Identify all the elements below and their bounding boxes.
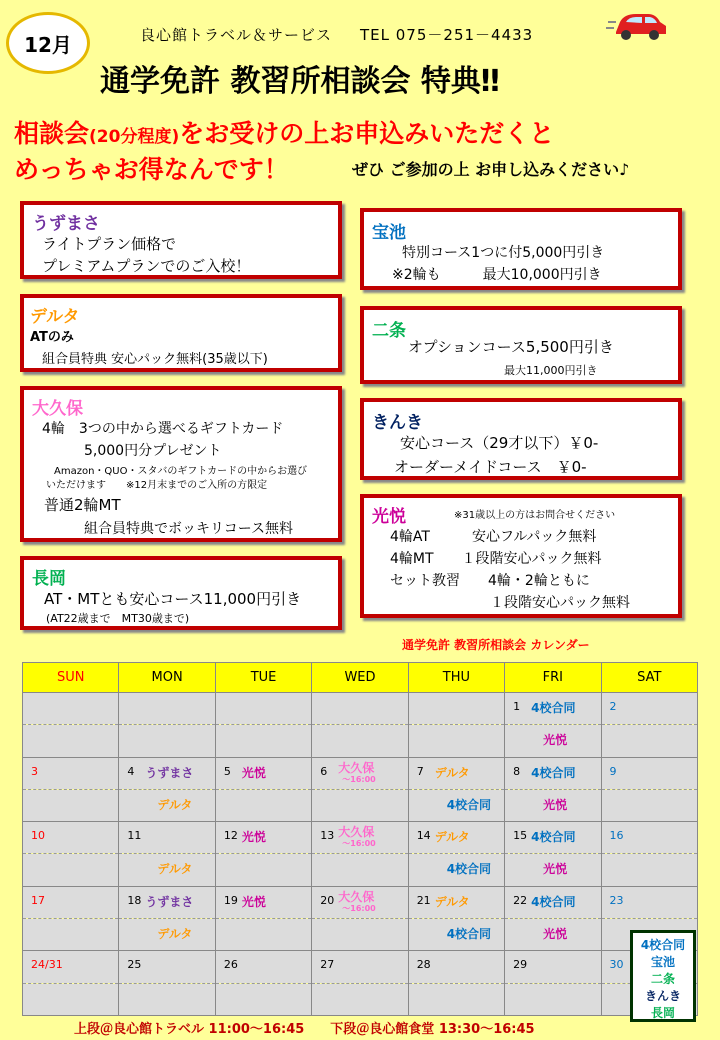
day-number: 11: [127, 829, 142, 843]
calendar-cell: [23, 693, 119, 725]
day-number: 1: [513, 700, 521, 713]
day-number: 23: [609, 893, 624, 907]
box-nijo: [360, 306, 682, 384]
calendar-cell: [23, 886, 119, 918]
day-number: 16: [609, 829, 624, 843]
calendar-cell: [312, 854, 408, 886]
calendar-cell: [505, 919, 601, 951]
calendar-event: 4校合同: [446, 797, 492, 812]
calendar-cell: [312, 951, 408, 983]
calendar-cell: [408, 854, 504, 886]
calendar-cell: [408, 693, 504, 725]
day-number: 28: [416, 958, 431, 972]
day-number: 2: [609, 700, 617, 713]
calendar-cell: [312, 983, 408, 1015]
box-line: 4輪AT 安心フルパック無料: [390, 529, 597, 545]
day-number: 21: [416, 893, 431, 907]
calendar-cell: [601, 757, 697, 789]
calendar-event: 4校合同: [446, 862, 492, 877]
school-name: きんき: [372, 413, 423, 433]
day-number: 9: [609, 764, 617, 778]
page-title: 通学免許 教習所相談会 特典‼: [100, 64, 500, 99]
calendar-event: 光悦: [543, 927, 568, 942]
calendar-cell: [408, 822, 504, 854]
calendar-cell: [408, 789, 504, 821]
day-header: WED: [312, 663, 408, 693]
calendar-cell: [312, 789, 408, 821]
day-header: SAT: [601, 663, 697, 693]
day-number: 8: [513, 764, 521, 778]
calendar: [22, 662, 698, 1016]
calendar-cell: [505, 789, 601, 821]
calendar-cell: [408, 983, 504, 1015]
box-takaragaike: [360, 208, 682, 290]
box-kinki: [360, 398, 682, 480]
day-header: SUN: [23, 663, 119, 693]
box-line: 4輪MT １段階安心パック無料: [390, 551, 602, 567]
day-number: 29: [513, 958, 528, 972]
calendar-cell: [23, 725, 119, 757]
legend-item: 二条: [650, 972, 675, 986]
calendar-cell: [215, 951, 311, 983]
event-time: ～16:00: [342, 774, 376, 784]
box-line: 組合員特典 安心パック無料(35歳以下): [42, 352, 268, 367]
calendar-cell: [119, 951, 215, 983]
calendar-event: 4校合同: [531, 830, 576, 845]
box-line: 4輪 3つの中から選べるギフトカード: [42, 421, 284, 437]
calendar-event: 光悦: [241, 894, 266, 909]
calendar-cell: [23, 951, 119, 983]
calendar-cell: [215, 757, 311, 789]
calendar-cell: [23, 919, 119, 951]
box-uzumasa: [20, 201, 342, 279]
day-header: MON: [119, 663, 215, 693]
box-line: オーダーメイドコース ￥0-: [394, 458, 587, 476]
box-line: プレミアムプランでのご入校！: [42, 257, 251, 275]
calendar-cell: [215, 886, 311, 918]
calendar-event: 4校合同: [531, 894, 576, 909]
calendar-cell: [312, 919, 408, 951]
calendar-event: 4校合同: [531, 701, 576, 715]
calendar-cell: [23, 854, 119, 886]
calendar-cell: [312, 725, 408, 757]
calendar-event: うずまさ: [145, 894, 194, 909]
legend: [630, 930, 696, 1022]
calendar-cell: [119, 757, 215, 789]
box-line: 最大11,000円引き: [504, 364, 598, 377]
box-line: ATのみ: [30, 330, 74, 345]
calendar-cell: [408, 757, 504, 789]
calendar-cell: [215, 789, 311, 821]
calendar-cell: [215, 919, 311, 951]
day-number: 17: [31, 893, 45, 907]
calendar-cell: [601, 789, 697, 821]
calendar-cell: [23, 757, 119, 789]
calendar-cell: [215, 822, 311, 854]
car-icon: [606, 8, 668, 44]
calendar-event: デルタ: [434, 765, 470, 780]
day-number: 4: [127, 764, 135, 778]
calendar-cell: [505, 693, 601, 725]
school-name: 宝池: [372, 223, 406, 243]
day-number: 7: [416, 764, 424, 778]
day-number: 26: [223, 958, 238, 972]
calendar-cell: [505, 886, 601, 918]
box-line: ※2輪も 最大10,000円引き: [392, 267, 602, 283]
school-name: 光悦: [372, 507, 406, 527]
calendar-cell: [119, 725, 215, 757]
calendar-cell: [505, 854, 601, 886]
box-line: １段階安心パック無料: [490, 595, 630, 611]
calendar-cell: [601, 725, 697, 757]
legend-item: 長岡: [650, 1006, 675, 1020]
calendar-cell: [408, 919, 504, 951]
calendar-event: 光悦: [241, 765, 266, 780]
day-number: 10: [31, 829, 45, 843]
day-number: 12: [223, 829, 238, 843]
day-number: 3: [31, 764, 38, 778]
legend-item: 宝池: [650, 955, 675, 969]
school-name: 長岡: [32, 569, 66, 589]
legend-item: きんき: [644, 989, 681, 1003]
calendar-cell: [408, 886, 504, 918]
calendar-cell: [119, 789, 215, 821]
box-line: ライトプラン価格で: [42, 235, 177, 253]
box-okubo: [20, 386, 342, 542]
day-number: 25: [127, 958, 142, 972]
calendar-cell: [215, 854, 311, 886]
headline-2: めっちゃお得なんです！: [14, 155, 289, 184]
day-number: 18: [127, 893, 142, 907]
box-delta: [20, 294, 342, 372]
calendar-event: 光悦: [543, 862, 568, 877]
footer-note: 上段＠良心館トラベル 11:00～16:45 下段＠良心館食堂 13:30～16:45: [74, 1022, 535, 1037]
calendar-cell: [408, 951, 504, 983]
month-badge: 12月: [6, 12, 90, 74]
legend-item: 4校合同: [640, 938, 686, 952]
calendar-cell: [601, 854, 697, 886]
day-number: 27: [320, 958, 335, 972]
calendar-cell: [601, 886, 697, 918]
day-header: FRI: [505, 663, 601, 693]
day-number: 22: [513, 893, 528, 907]
box-note: ※31歳以上の方はお問合せください: [454, 510, 616, 521]
calendar-event: デルタ: [157, 927, 193, 942]
box-line: セット教習 4輪・2輪ともに: [390, 573, 590, 589]
box-line: Amazon・QUO・スタバのギフトカードの中からお選び: [54, 466, 308, 477]
calendar-cell: [23, 822, 119, 854]
box-line: 特別コース1つに付5,000円引き: [402, 245, 605, 261]
box-line: オプションコース5,500円引き: [408, 338, 614, 356]
calendar-cell: [215, 693, 311, 725]
calendar-cell: [119, 983, 215, 1015]
calendar-cell: [119, 822, 215, 854]
calendar-cell: [119, 886, 215, 918]
calendar-event: 4校合同: [446, 927, 492, 942]
calendar-event: 大久保 ～16:00: [338, 760, 376, 784]
day-number: 6: [320, 764, 328, 778]
event-time: ～16:00: [342, 839, 376, 849]
calendar-event: デルタ: [434, 830, 470, 845]
box-line: (AT22歳まで MT30歳まで): [46, 612, 190, 625]
box-line: 組合員特典でボッキリコース無料: [84, 521, 294, 537]
calendar-event: 4校合同: [531, 765, 576, 780]
day-number: 20: [320, 893, 335, 907]
calendar-cell: [215, 725, 311, 757]
calendar-cell: [601, 822, 697, 854]
day-number: 15: [513, 829, 528, 843]
school-name: うずまさ: [32, 214, 100, 234]
school-name: 二条: [372, 321, 406, 341]
box-line: 5,000円分プレゼント: [84, 443, 222, 459]
calendar-event: 大久保 ～16:00: [338, 889, 376, 913]
box-line: いただけます ※12月末までのご入所の方限定: [46, 480, 268, 491]
box-nagaoka: [20, 556, 342, 630]
day-number: 14: [416, 829, 431, 843]
calendar-cell: [505, 725, 601, 757]
day-number: 13: [320, 829, 335, 843]
calendar-cell: [312, 757, 408, 789]
calendar-cell: [505, 983, 601, 1015]
calendar-cell: [505, 951, 601, 983]
headline-2-sub: ぜひ ご参加の上 お申し込みください♪: [352, 160, 630, 179]
calendar-cell: [312, 886, 408, 918]
box-line: AT・MTとも安心コース11,000円引き: [44, 590, 302, 608]
calendar-event: うずまさ: [145, 765, 194, 780]
calendar-event: 光悦: [543, 797, 568, 812]
calendar-event: デルタ: [434, 894, 470, 909]
calendar-cell: [119, 693, 215, 725]
calendar-cell: [215, 983, 311, 1015]
calendar-cell: [312, 693, 408, 725]
calendar-cell: [505, 757, 601, 789]
calendar-cell: [505, 822, 601, 854]
event-time: ～16:00: [342, 903, 376, 913]
calendar-event: 光悦: [241, 830, 266, 845]
day-number: 5: [223, 764, 231, 778]
calendar-cell: [23, 983, 119, 1015]
calendar-cell: [23, 789, 119, 821]
box-koetsu: [360, 494, 682, 618]
headline-1: 相談会(20分程度)をお受けの上お申込みいただくと: [14, 119, 555, 148]
calendar-event: デルタ: [157, 862, 193, 877]
calendar-cell: [408, 725, 504, 757]
calendar-cell: [119, 854, 215, 886]
calendar-event: デルタ: [157, 797, 193, 812]
day-number: 24/31: [31, 958, 63, 972]
org-name: 良心館トラベル＆サービス: [140, 26, 333, 44]
calendar-event: 大久保 ～16:00: [338, 825, 376, 849]
calendar-caption: 通学免許 教習所相談会 カレンダー: [402, 638, 590, 652]
calendar-cell: [601, 693, 697, 725]
calendar-cell: [119, 919, 215, 951]
calendar-cell: [312, 822, 408, 854]
day-number: 30: [609, 958, 624, 972]
school-name: デルタ: [30, 307, 80, 327]
box-line: 普通2輪MT: [44, 496, 121, 514]
day-number: 19: [223, 893, 238, 907]
box-line: 安心コース（29才以下）￥0-: [400, 434, 599, 452]
tel-number: TEL 075－251－4433: [360, 26, 534, 44]
day-header: TUE: [215, 663, 311, 693]
day-header: THU: [408, 663, 504, 693]
school-name: 大久保: [32, 399, 83, 419]
calendar-event: 光悦: [543, 733, 568, 748]
